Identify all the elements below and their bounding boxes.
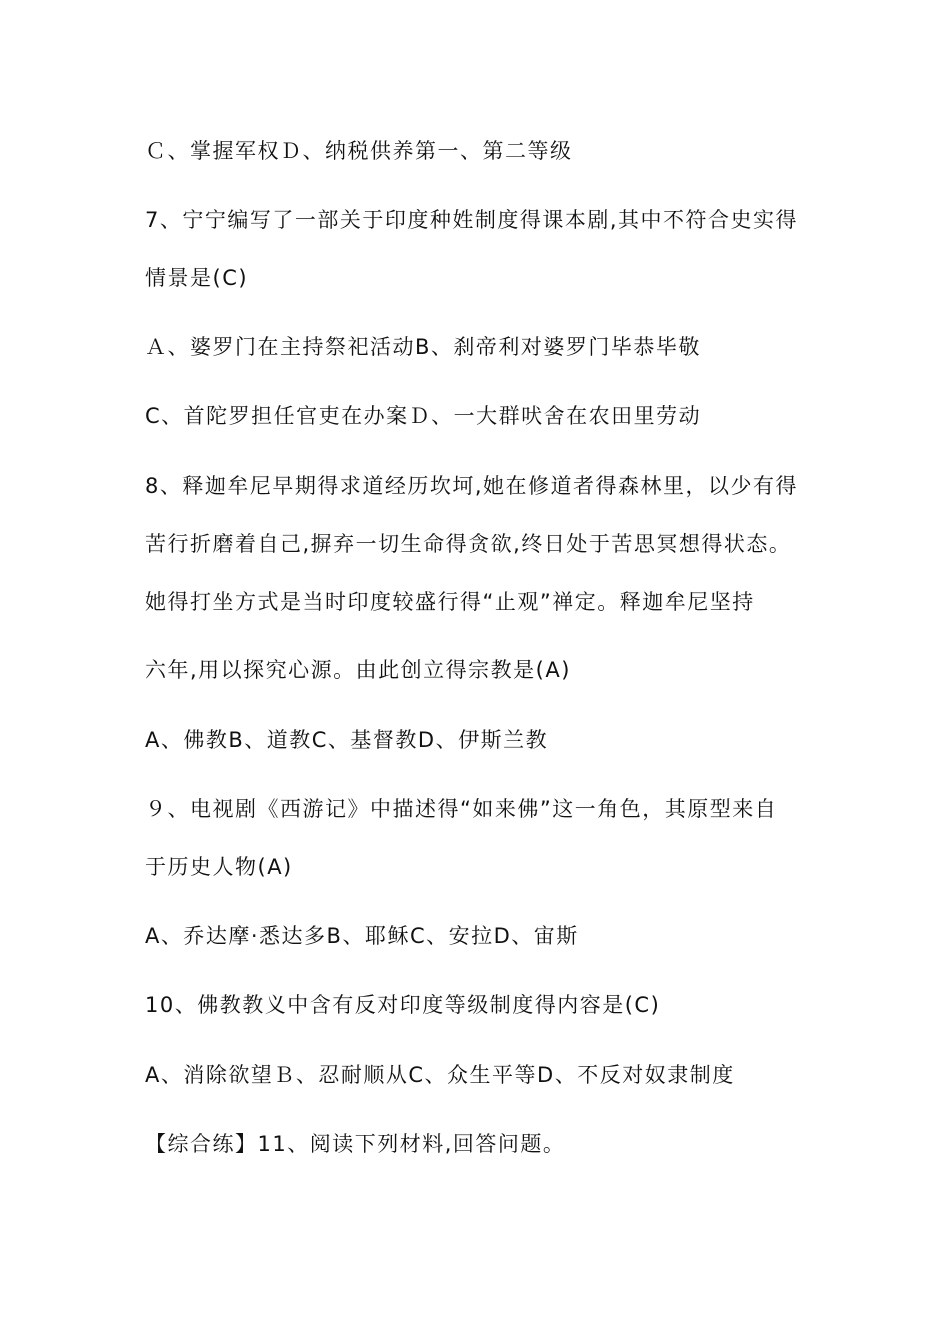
- text-line-5: C、首陀罗担任官吏在办案Ｄ、一大群吠舍在农田里劳动: [145, 404, 702, 428]
- text-line-12: 于历史人物(A): [145, 855, 293, 879]
- text-line-9: 六年,用以探究心源。由此创立得宗教是(A): [145, 658, 571, 682]
- text-line-6: 8、释迦牟尼早期得求道经历坎坷,她在修道者得森林里，以少有得: [145, 474, 799, 498]
- text-line-10: A、佛教B、道教C、基督教D、伊斯兰教: [145, 728, 549, 752]
- text-line-3: 情景是(C): [145, 266, 249, 290]
- text-line-1: Ｃ、掌握军权Ｄ、纳税供养第一、第二等级: [145, 139, 573, 163]
- text-line-15: A、消除欲望Ｂ、忍耐顺从C、众生平等D、不反对奴隶制度: [145, 1063, 735, 1087]
- text-line-11: ９、电视剧《西游记》中描述得“如来佛”这一角色，其原型来自: [145, 797, 778, 821]
- text-line-7: 苦行折磨着自己,摒弃一切生命得贪欲,终日处于苦思冥想得状态。: [145, 532, 792, 556]
- text-line-14: 10、佛教教义中含有反对印度等级制度得内容是(C): [145, 993, 661, 1017]
- text-line-13: A、乔达摩·悉达多B、耶稣C、安拉D、宙斯: [145, 924, 579, 948]
- text-line-4: Ａ、婆罗门在主持祭祀活动B、刹帝利对婆罗门毕恭毕敬: [145, 335, 701, 359]
- text-line-16: 【综合练】11、阅读下列材料,回答问题。: [145, 1132, 566, 1156]
- text-line-8: 她得打坐方式是当时印度较盛行得“止观”禅定。释迦牟尼坚持: [145, 590, 755, 614]
- text-line-2: 7、宁宁编写了一部关于印度种姓制度得课本剧,其中不符合史实得: [145, 208, 799, 232]
